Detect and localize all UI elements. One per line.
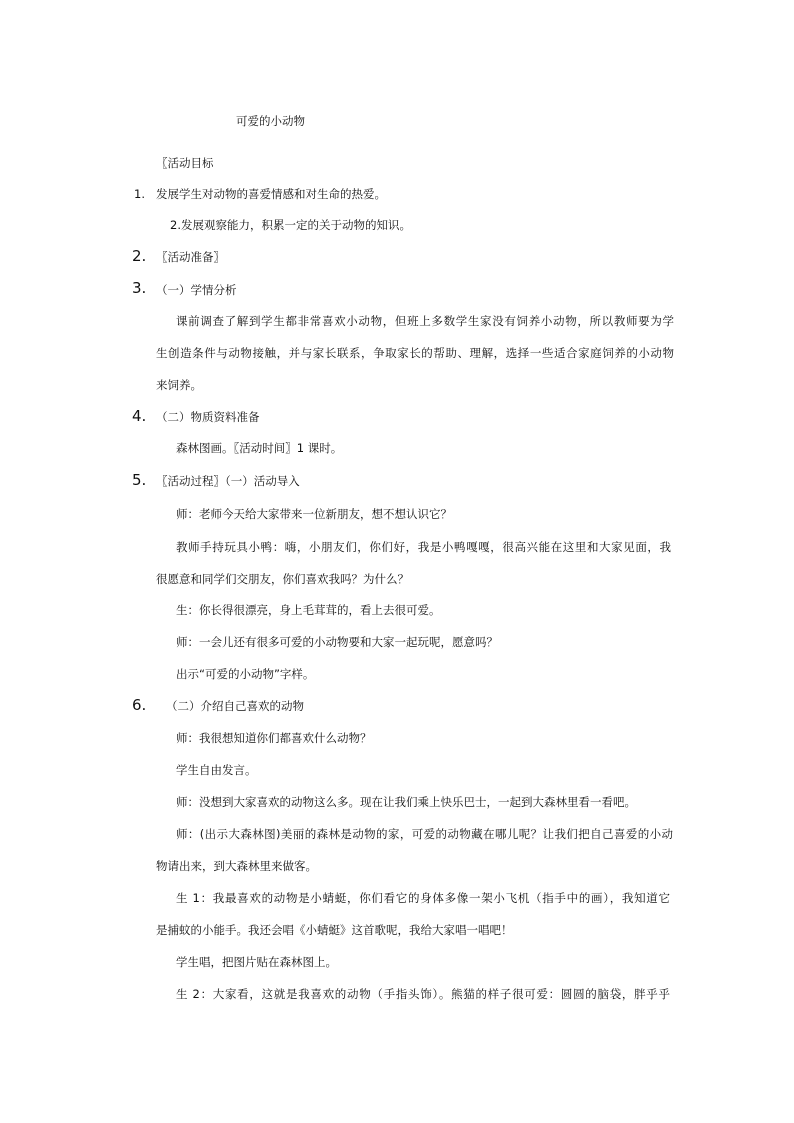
intro-q4-line-2: 物请出来，到大森林里来做客。	[156, 859, 317, 873]
analysis-heading: （一）学情分析	[156, 283, 237, 297]
intro-q6: 学生唱，把图片贴在森林图上。	[176, 955, 337, 969]
process-p4: 师：一会儿还有很多可爱的小动物要和大家一起玩呢，愿意吗？	[176, 635, 498, 649]
goal-1: 发展学生对动物的喜爱情感和对生命的热爱。	[156, 187, 386, 201]
intro-q5-line-1: 生 1：我最喜欢的动物是小蜻蜓，你们看它的身体多像一架小飞机（指手中的画），我知道它	[176, 891, 670, 905]
intro-q1: 师：我很想知道你们都喜欢什么动物？	[176, 731, 372, 745]
intro-heading: （二）介绍自己喜欢的动物	[166, 699, 304, 713]
process-p2-line-2: 很愿意和同学们交朋友，你们喜欢我吗？为什么？	[156, 572, 409, 586]
process-p5: 出示“可爱的小动物”字样。	[176, 667, 315, 681]
list-number-5: 5.	[132, 471, 147, 489]
analysis-line-3: 来饲养。	[156, 378, 202, 392]
list-number-3: 3.	[132, 279, 147, 297]
goals-heading: 〖活动目标	[156, 156, 214, 170]
materials-line: 森林图画。〖活动时间〗1 课时。	[176, 441, 343, 455]
materials-heading: （二）物质资料准备	[156, 410, 260, 424]
process-p2-line-1: 教师手持玩具小鸭：嗨，小朋友们，你们好，我是小鸭嘎嘎，很高兴能在这里和大家见面，我	[176, 540, 671, 554]
intro-q3: 师：没想到大家喜欢的动物这么多。现在让我们乘上快乐巴士，一起到大森林里看一看吧。	[176, 795, 636, 809]
list-number-2: 2.	[132, 247, 147, 265]
process-heading: 〖活动过程〗（一）活动导入	[156, 474, 300, 488]
intro-q7: 生 2：大家看，这就是我喜欢的动物（手指头饰）。熊猫的样子很可爱：圆圆的脑袋，胖乎乎	[176, 987, 670, 1001]
intro-q5-line-2: 是捕蚊的小能手。我还会唱《小蜻蜓》这首歌呢，我给大家唱一唱吧！	[156, 923, 513, 937]
process-p1: 师：老师今天给大家带来一位新朋友，想不想认识它？	[176, 507, 452, 521]
list-number-4: 4.	[132, 407, 147, 425]
intro-q2: 学生自由发言。	[176, 763, 257, 777]
prep-heading: 〖活动准备〗	[156, 250, 225, 264]
page-title: 可爱的小动物	[236, 114, 305, 128]
intro-q4-line-1: 师：(出示大森林图)美丽的森林是动物的家，可爱的动物藏在哪儿呢？让我们把自己喜爱的小动	[176, 827, 673, 841]
list-number-6: 6.	[132, 696, 147, 714]
goal-2: 2.发展观察能力，积累一定的关于动物的知识。	[170, 218, 411, 232]
list-number-1: 1.	[134, 187, 145, 201]
process-p3: 生：你长得很漂亮，身上毛茸茸的，看上去很可爱。	[176, 603, 441, 617]
analysis-line-2: 生创造条件与动物接触，并与家长联系，争取家长的帮助、理解，选择一些适合家庭饲养的小动物	[156, 346, 674, 360]
analysis-line-1: 课前调查了解到学生都非常喜欢小动物，但班上多数学生家没有饲养小动物，所以教师要为学	[176, 314, 674, 328]
